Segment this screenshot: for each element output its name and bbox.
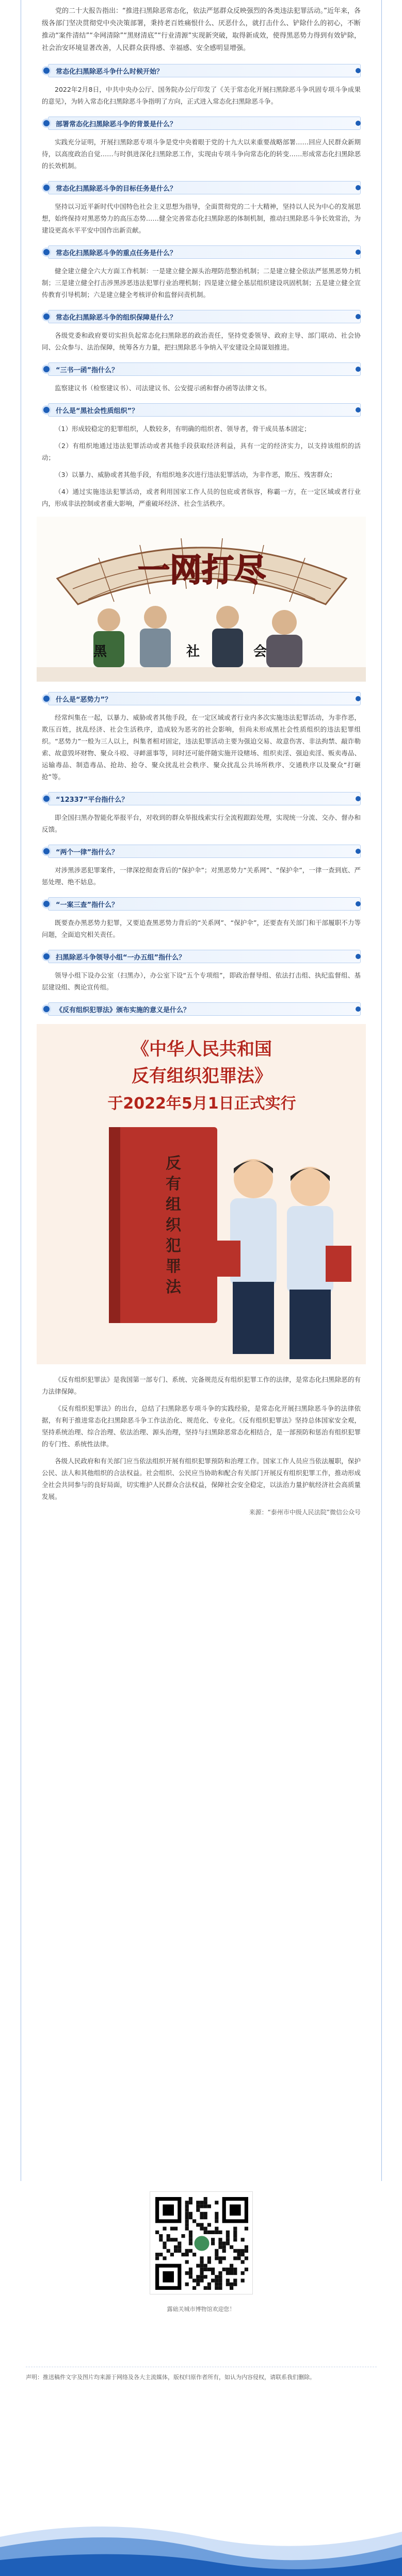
label-hei: 黑 — [93, 644, 107, 659]
section-end-dot-icon — [356, 250, 361, 255]
sections-group-b — [42, 691, 361, 1017]
section-paragraph: （1）形成较稳定的犯罪组织，人数较多，有明确的组织者、领导者，骨干成员基本固定； — [55, 425, 311, 433]
section-end-dot-icon — [356, 849, 361, 854]
section-paragraph: 健全建立健全六大方面工作机制：一是建立健全源头治理防范整治机制；二是建立健全依法严惩黑恶势力机制；三是建立健全打击涉黑涉恶违法犯罪行业治理机制；四是建立健全基层组织建设巩固机制；五是建立健全宣传教育引导机制；六是建立健全考核评价和监督问责机制。 — [42, 267, 361, 299]
section-bullet-icon — [42, 365, 51, 374]
section-heading — [42, 791, 361, 806]
section-title: “12337”平台指什么？ — [48, 792, 361, 805]
sections-group-a — [42, 63, 361, 509]
section-end-dot-icon — [356, 367, 361, 372]
book-vertical-text: 反 有 组 织 犯 罪 法 — [166, 1154, 181, 1296]
section-heading — [42, 244, 361, 260]
section-bullet-icon — [42, 405, 51, 415]
section-heading — [42, 844, 361, 859]
section-paragraph: 实践充分证明，开展扫黑除恶专项斗争是党中央着眼于党的十九大以来重要战略部署……回应人民群众新期待，以高度政治自觉……与时俱进深化扫黑除恶工作，实现由专项斗争向常态化的转变……形成常态化扫黑除恶的长效机制。 — [42, 138, 361, 170]
section-end-dot-icon — [356, 696, 361, 701]
section-heading — [42, 115, 361, 131]
footer-wave-decoration — [0, 2506, 402, 2576]
section-heading — [42, 402, 361, 418]
section-paragraph: （2）有组织地通过违法犯罪活动或者其他手段获取经济利益，具有一定的经济实力，以支持该组织的活动； — [42, 442, 361, 461]
section-paragraph: 既要查办黑恶势力犯罪，又要追查黑恶势力背后的“关系网”、“保护伞”，还要查有关部门和干部履职不力等问题，全面追究相关责任。 — [42, 919, 361, 938]
section-title: 扫黑除恶斗争领导小组“一办五组”指什么？ — [48, 950, 361, 963]
law-book — [109, 1127, 217, 1323]
poster-title-line2: 反有组织犯罪法》 — [132, 1066, 272, 1086]
section-bullet-icon — [42, 694, 51, 703]
section-title: “一案三查”指什么？ — [48, 897, 361, 911]
section-bullet-icon — [42, 794, 51, 803]
ground — [37, 667, 366, 682]
figure-mid-right — [212, 606, 243, 667]
footer-disclaimer: 声明：推送稿件文字及图片均来源于网络及各大主流媒体，版权归原作者所有，如认为内容侵权，请联系我们删除。 — [26, 2367, 377, 2383]
qr-code — [150, 2191, 253, 2294]
section-end-dot-icon — [356, 796, 361, 801]
banner-text: 一网打尽 — [137, 551, 266, 589]
section-end-dot-icon — [356, 901, 361, 906]
section-title: 常态化扫黑除恶斗争的重点任务是什么？ — [48, 245, 361, 259]
section-bullet-icon — [42, 183, 51, 192]
section-paragraph: 即全国扫黑办智能化举报平台，对收到的群众举报线索实行全流程跟踪处理，实现统一分流、交办、督办和反馈。 — [42, 814, 361, 833]
law-poster-illustration — [37, 1024, 366, 1364]
section-title: 常态化扫黑除恶斗争的目标任务是什么？ — [48, 181, 361, 194]
poster-title-line3: 于2022年5月1日正式实行 — [107, 1095, 296, 1113]
section-heading — [42, 896, 361, 912]
qr-caption: 露础关城市博物馆欢迎您！ — [167, 2306, 235, 2313]
section-paragraph: 经常纠集在一起，以暴力、威胁或者其他手段，在一定区域或者行业内多次实施违法犯罪活动，为非作恶，欺压百姓，扰乱经济、社会生活秩序，造成较为恶劣的社会影响，但尚未形成黑社会性质组织的违法犯罪组织。“恶势力”一般为三人以上，纠集者相对固定，违法犯罪活动主要为强迫交易、故意伤害、非法拘禁、敲诈勒索、故意毁坏财物、聚众斗殴、寻衅滋事等，同时还可能伴随实施开设赌场、组织卖淫、强迫卖淫、贩卖毒品、运输毒品、制造毒品、抢劫、抢夺、聚众扰乱社会秩序、聚众扰乱公共场所秩序、交通秩序以及聚众“打砸抢”等。 — [42, 714, 361, 781]
section-bullet-icon — [42, 247, 51, 257]
article-card — [21, 0, 382, 2181]
section-bullet-icon — [42, 952, 51, 961]
section-bullet-icon — [42, 312, 51, 321]
section-paragraph: 领导小组下设办公室（扫黑办），办公室下设“五个专项组”，即政治督导组、依法打击组、执纪监督组、基层建设组、舆论宣传组。 — [42, 971, 361, 991]
source-line: 来源：“泰州市中级人民法院”微信公众号 — [249, 1509, 361, 1516]
section-paragraph: 坚持以习近平新时代中国特色社会主义思想为指导，全面贯彻党的二十大精神，坚持以人民为中心的发展思想，始终保持对黑恶势力的高压态势……健全完善常态化扫黑除恶的体制机制，推动扫黑除恶斗争长效常治，为建设更高水平平安中国作出新贡献。 — [42, 203, 361, 234]
section-title: 什么是“黑社会性质组织”？ — [48, 403, 361, 417]
section-end-dot-icon — [356, 314, 361, 319]
section-heading — [42, 309, 361, 324]
section-bullet-icon — [42, 1004, 51, 1014]
section-heading — [42, 1001, 361, 1017]
section-bullet-icon — [42, 899, 51, 909]
section-paragraph: （3）以暴力、威胁或者其他手段，有组织地多次进行违法犯罪活动，为非作恶，欺压、残害群众； — [55, 471, 336, 478]
qr-logo-icon — [194, 2235, 210, 2252]
section-paragraph: 2022年2月8日，中共中央办公厅、国务院办公厅印发了《关于常态化开展扫黑除恶斗争巩固专项斗争成果的意见》，为转入常态化扫黑除恶斗争指明了方向，正式进入常态化扫黑除恶斗争。 — [42, 86, 361, 105]
section-title: 常态化扫黑除恶斗争的组织保障是什么？ — [48, 310, 361, 323]
section-end-dot-icon — [356, 121, 361, 126]
section-heading — [42, 180, 361, 195]
poster-title-line1: 《中华人民共和国 — [132, 1039, 272, 1060]
closing-paragraphs — [42, 1374, 361, 1502]
section-end-dot-icon — [356, 954, 361, 959]
section-heading — [42, 361, 361, 377]
section-end-dot-icon — [356, 1006, 361, 1012]
section-end-dot-icon — [356, 407, 361, 412]
closing-paragraph: 《反有组织犯罪法》的出台，总结了扫黑除恶专项斗争的实践经验，是常态化开展扫黑除恶斗争的法律依据，有利于推进常态化扫黑除恶斗争工作法治化、规范化、专业化。《反有组织犯罪法》坚持总体国家安全观，坚持系统治理、综合治理、依法治理、源头治理，坚持与扫黑除恶常态化相结合，是一部预防和惩治有组织犯罪的专门性、系统性法律。 — [42, 1405, 361, 1448]
illustration-law-poster — [37, 1024, 366, 1364]
section-paragraph: 监察建议书（检察建议书）、司法建议书、公安提示函和督办函等法律文书。 — [55, 384, 271, 392]
section-title: “三书一函”指什么？ — [48, 362, 361, 376]
section-title: 部署常态化扫黑除恶斗争的背景是什么？ — [48, 117, 361, 130]
section-paragraph: 各级党委和政府要切实担负起常态化扫黑除恶的政治责任，坚持党委领导、政府主导、部门联动、社会协同、公众参与、法治保障，统筹各方力量，把扫黑除恶斗争纳入平安建设全局谋划推进。 — [42, 332, 361, 351]
section-heading — [42, 691, 361, 706]
section-end-dot-icon — [356, 185, 361, 190]
label-hui: 会 — [253, 644, 267, 659]
label-she: 社 — [186, 644, 200, 659]
crime-net-illustration — [37, 517, 366, 682]
section-bullet-icon — [42, 66, 51, 75]
intro-paragraph: 党的二十大报告指出：“推进扫黑除恶常态化，依法严惩群众反映强烈的各类违法犯罪活动。”近年来，各级各部门坚决贯彻党中央决策部署，秉持老百姓痛恨什么、厌恶什么，就打击什么、铲除什么的初心，不断推动“案件清结”“伞网清除”“黑财清底”“行业清源”实现新突破，取得新成效，使得黑恶势力得到有效铲除，社会治安环境显著改善，人民群众获得感、幸福感、安全感明显增强。 — [42, 7, 361, 52]
section-title: 什么是“恶势力”？ — [48, 692, 361, 705]
section-title: 《反有组织犯罪法》颁布实施的意义是什么？ — [48, 1002, 361, 1016]
section-title: 常态化扫黑除恶斗争什么时候开始？ — [48, 64, 361, 77]
section-bullet-icon — [42, 119, 51, 128]
section-title: “两个一律”指什么？ — [48, 845, 361, 858]
section-bullet-icon — [42, 847, 51, 856]
figure-right — [266, 610, 302, 668]
figure-mid-left — [140, 606, 171, 667]
section-heading — [42, 63, 361, 78]
qr-code-graphic — [150, 2192, 253, 2295]
illustration-one-net — [37, 517, 366, 682]
closing-paragraph: 《反有组织犯罪法》是我国第一部专门、系统、完备规范反有组织犯罪工作的法律，是常态化扫黑除恶的有力法律保障。 — [42, 1376, 361, 1395]
closing-paragraph: 各级人民政府和有关部门应当依法组织开展有组织犯罪预防和治理工作。国家工作人员应当依法履职，保护公民、法人和其他组织的合法权益。社会组织、公民应当协助和配合有关部门开展反有组织犯罪工作，推动形成全社会共同参与的良好局面，切实维护人民群众合法权益，保障社会安全稳定，以法治力量护航经济社会高质量发展。 — [42, 1457, 361, 1500]
section-paragraph: （4）通过实施违法犯罪活动，或者利用国家工作人员的包庇或者纵容，称霸一方，在一定区域或者行业内，形成非法控制或者重大影响，严重破坏经济、社会生活秩序。 — [42, 488, 361, 507]
section-end-dot-icon — [356, 68, 361, 73]
section-heading — [42, 949, 361, 964]
section-paragraph: 对涉黑涉恶犯罪案件，一律深挖彻查背后的“保护伞”；对黑恶势力“关系网”、“保护伞”，一律一查到底、严惩处理、绝不姑息。 — [42, 866, 361, 886]
